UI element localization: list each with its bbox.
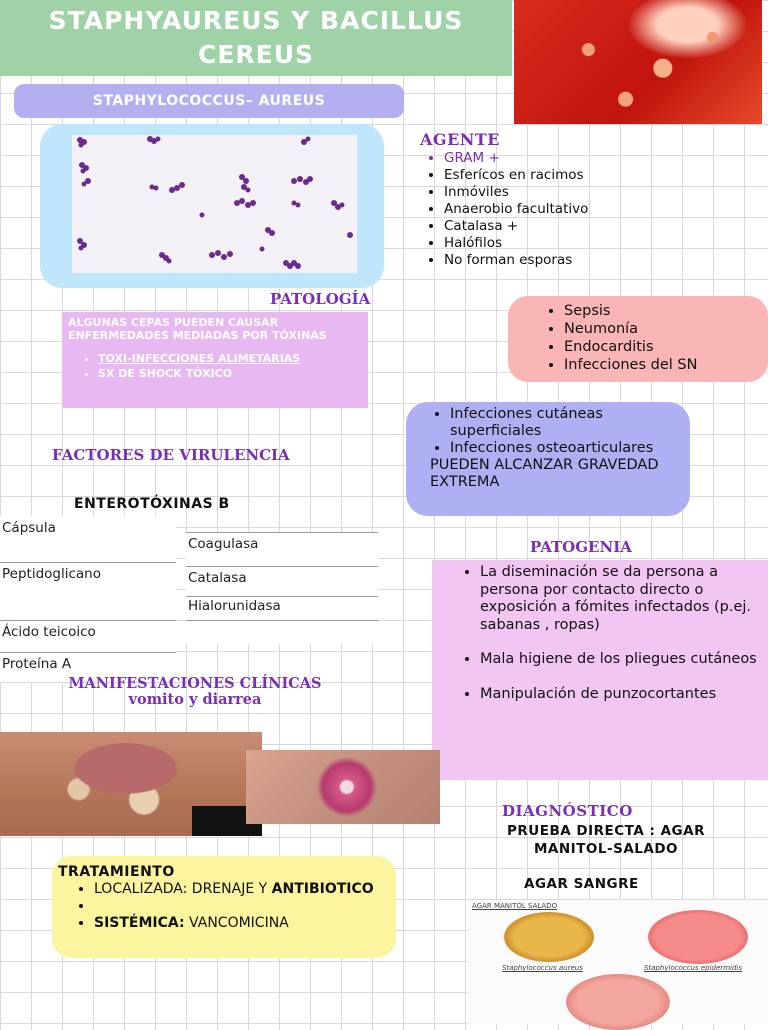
divider <box>186 566 378 567</box>
list-item: • La diseminación se da persona a persona por contacto directo o exposición a fómites infectados (p.ej. sabanas , ropas) <box>480 564 760 634</box>
local-treatment-text: LOCALIZADA: DRENAJE Y <box>94 881 268 897</box>
list-item: • Endocarditis <box>564 338 768 356</box>
list-item: • Mala higiene de los pliegues cutáneos <box>480 651 760 669</box>
list-item <box>94 915 396 932</box>
virulencia-heading: FACTORES DE VIRULENCIA <box>52 446 290 464</box>
manifestaciones-subtitle: vomito y diarrea <box>128 691 262 708</box>
manifestaciones-title: MANIFESTACIONES CLÍNICAS <box>68 675 322 692</box>
divider <box>0 562 176 563</box>
list-item: • Infecciones del SN <box>564 356 768 374</box>
enterotoxinas-label: ENTEROTÓXINAS B <box>74 496 230 512</box>
list-item <box>94 898 396 915</box>
list-item: • SX DE SHOCK TÓXICO <box>98 367 362 380</box>
divider <box>0 652 176 653</box>
table-cell: Ácido teicoico <box>2 624 96 640</box>
table-cell: Proteína A <box>2 656 72 672</box>
table-cell: Coagulasa <box>188 536 259 552</box>
plate-epidermidis <box>648 910 748 964</box>
cutaneous-infections-box <box>406 402 690 516</box>
divider <box>186 620 378 621</box>
agente-list <box>420 150 744 269</box>
manifestaciones-heading <box>60 676 330 708</box>
plates-header: AGAR MANITOL SALADO <box>472 902 558 910</box>
divider <box>186 596 378 597</box>
impetigo-lips-photo <box>0 732 262 836</box>
page-title: STAPHYAUREUS Y BACILLUS CEREUS <box>0 0 512 76</box>
diagnostico-heading: DIAGNÓSTICO <box>502 802 633 820</box>
list-item: • Sepsis <box>564 302 768 320</box>
tratamiento-box <box>52 856 396 958</box>
microscopy-image <box>72 135 357 273</box>
patologia-box <box>62 312 368 408</box>
subtitle-staphylococcus: STAPHYLOCOCCUS– AUREUS <box>14 84 404 118</box>
plate-label-epidermidis: Staphylococcus epidermidis <box>644 964 742 972</box>
list-item <box>94 881 396 898</box>
list-item: • Manipulación de punzocortantes <box>480 686 760 704</box>
tratamiento-heading: TRATAMIENTO <box>58 864 175 880</box>
blood-agar-photo <box>514 0 762 124</box>
list-item: • Infecciones osteoarticulares <box>450 440 680 457</box>
table-cell: Catalasa <box>188 570 247 586</box>
list-item: • GRAM + <box>444 150 744 167</box>
plate-blood-agar <box>566 974 670 1030</box>
systemic-treatment-bold: SISTÉMICA: <box>94 915 185 931</box>
divider <box>186 532 378 533</box>
plate-aureus <box>504 912 594 962</box>
systemic-treatment-text: VANCOMICINA <box>184 915 289 931</box>
divider <box>0 620 176 621</box>
plate-label-aureus: Staphylococcus aureus <box>502 964 583 972</box>
table-cell: Hialorunidasa <box>188 598 281 614</box>
agar-plates-photo <box>468 900 768 1024</box>
list-item: • Neumonía <box>564 320 768 338</box>
table-cell: Cápsula <box>2 520 56 536</box>
patologia-heading: PATOLOGÍA <box>270 290 371 308</box>
virulence-factors-left <box>0 516 176 682</box>
blood-agar-label: AGAR SANGRE <box>524 876 639 892</box>
virulence-factors-right <box>186 532 378 644</box>
list-item: • Halófilos <box>444 235 744 252</box>
severity-note: PUEDEN ALCANZAR GRAVEDAD EXTREMA <box>430 457 659 490</box>
list-item: • No forman esporas <box>444 252 744 269</box>
cocci-clusters-illustration <box>72 135 357 273</box>
patologia-text: ALGUNAS CEPAS PUEDEN CAUSAR ENFERMEDADES MEDIADAS POR TÓXINAS <box>68 316 327 342</box>
list-item: • TOXI-INFECCIONES ALIMETARIAS <box>98 352 362 365</box>
list-item: • Catalasa + <box>444 218 744 235</box>
list-item: • Infecciones cutáneas superficiales <box>450 406 680 440</box>
direct-test-text: PRUEBA DIRECTA : AGAR MANITOL-SALADO <box>507 823 705 857</box>
list-item: • Esferícos en racimos <box>444 167 744 184</box>
list-item: • Anaerobio facultativo <box>444 201 744 218</box>
local-treatment-bold: ANTIBIOTICO <box>271 881 374 897</box>
patogenia-box <box>432 560 768 780</box>
list-item: • Inmóviles <box>444 184 744 201</box>
table-cell: Peptidoglicano <box>2 566 101 582</box>
patogenia-heading: PATOGENIA <box>530 538 632 556</box>
agente-heading: AGENTE <box>420 130 500 149</box>
systemic-infections-box <box>508 296 768 382</box>
skin-abscess-photo <box>246 750 440 824</box>
